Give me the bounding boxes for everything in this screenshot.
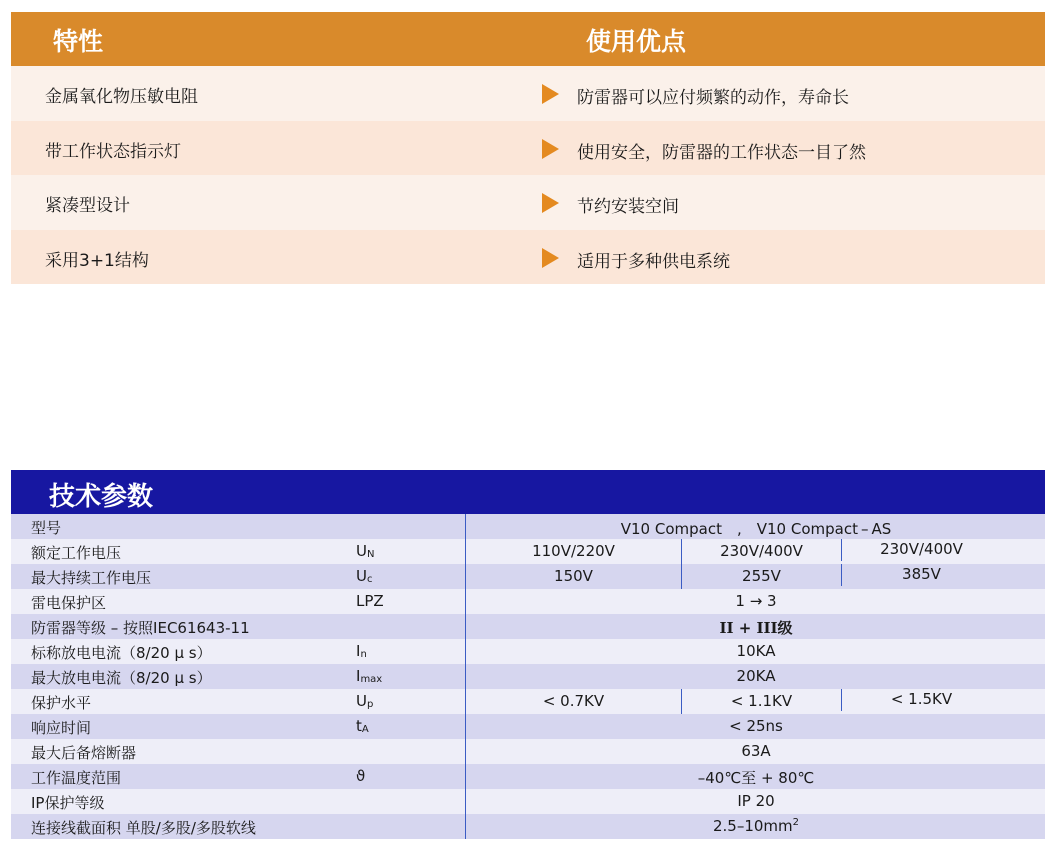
spec-values <box>465 764 1045 789</box>
spec-row <box>11 539 1045 564</box>
spec-label: 保护水平 <box>31 694 92 712</box>
spec-value: 230V/400V <box>681 539 841 564</box>
value-main: 2.5–10mm <box>712 817 793 835</box>
feature-row <box>11 230 1045 285</box>
spec-symbol <box>356 567 372 585</box>
spec-symbol <box>356 667 382 685</box>
spec-row <box>11 764 1045 789</box>
symbol-main: U <box>356 692 367 710</box>
feature-row <box>11 66 1045 121</box>
feature-text: 金属氧化物压敏电阻 <box>45 87 198 107</box>
specs-table <box>11 470 1045 839</box>
spec-values <box>465 739 1045 764</box>
spec-label: 响应时间 <box>31 719 92 737</box>
spec-label: 标称放电电流（8/20 μ s） <box>31 644 212 662</box>
features-header-label: 特性 <box>53 27 104 56</box>
spec-label: IP保护等级 <box>31 794 105 812</box>
symbol-main: U <box>356 542 367 560</box>
symbol-sub: A <box>361 724 369 735</box>
spec-value: IP 20 <box>737 792 775 810</box>
spec-value: 1 → 3 <box>735 592 777 610</box>
specs-header <box>11 470 1045 514</box>
spec-value: < 0.7KV <box>542 692 605 710</box>
spec-value: 150V <box>554 567 593 585</box>
feature-text: 带工作状态指示灯 <box>45 141 181 162</box>
feature-row <box>11 175 1045 230</box>
play-triangle-icon <box>542 84 559 104</box>
symbol-main: I <box>356 642 361 660</box>
spec-values <box>465 639 1045 664</box>
symbol-main: t <box>356 717 362 735</box>
advantage-text: 防雷器可以应付频繁的动作，寿命长 <box>577 88 849 108</box>
spec-value: 385V <box>841 564 1001 586</box>
spec-values <box>465 714 1045 739</box>
value-superscript: 2 <box>792 817 800 828</box>
spec-value: < 1.1KV <box>681 689 841 714</box>
spec-label: 连接线截面积 单股/多股/多股软线 <box>31 819 256 837</box>
advantage-text: 使用安全，防雷器的工作状态一目了然 <box>577 142 866 163</box>
play-triangle-icon <box>542 193 559 213</box>
spec-values <box>465 664 1045 689</box>
spec-symbol: ϑ <box>356 767 366 785</box>
spec-label: 最大放电电流（8/20 μ s） <box>31 669 212 687</box>
spec-symbol <box>356 642 367 660</box>
spec-row <box>11 589 1045 614</box>
features-table <box>11 12 1045 284</box>
play-triangle-icon <box>542 248 559 268</box>
spec-value: 10KA <box>736 642 776 660</box>
specs-title: 技术参数 <box>49 482 154 512</box>
spec-value: II + III级 <box>719 619 793 637</box>
spec-values <box>465 564 1045 589</box>
spec-value: < 1.5KV <box>841 689 1001 711</box>
play-triangle-icon <box>542 139 559 159</box>
spec-value: –40℃至 + 80℃ <box>697 769 815 787</box>
spec-values <box>465 689 1045 714</box>
spec-value: V10 Compact , V10 Compact – AS <box>620 520 892 538</box>
spec-row <box>11 814 1045 839</box>
spec-value: 230V/400V <box>841 539 1001 561</box>
spec-symbol <box>356 717 369 735</box>
spec-value: 255V <box>681 564 841 589</box>
symbol-main: I <box>356 667 361 685</box>
symbol-sub: max <box>360 674 383 685</box>
spec-values <box>465 814 1045 839</box>
spec-row <box>11 789 1045 814</box>
spec-label: 雷电保护区 <box>31 594 107 612</box>
spec-label: 防雷器等级 – 按照IEC61643-11 <box>31 619 250 637</box>
spec-symbol <box>356 692 373 710</box>
spec-row <box>11 564 1045 589</box>
spec-values <box>465 589 1045 614</box>
symbol-sub: n <box>360 649 367 660</box>
symbol-sub: p <box>366 699 374 710</box>
feature-row <box>11 121 1045 176</box>
spec-value: 63A <box>741 742 771 760</box>
advantages-header-label: 使用优点 <box>586 27 687 56</box>
spec-label: 额定工作电压 <box>31 544 122 562</box>
feature-text: 采用3+1结构 <box>45 250 149 271</box>
symbol-sub: N <box>366 549 375 560</box>
advantage-text: 节约安装空间 <box>577 197 679 217</box>
spec-label: 最大持续工作电压 <box>31 569 152 587</box>
spec-row <box>11 689 1045 714</box>
spec-value <box>466 817 1046 835</box>
advantage-text: 适用于多种供电系统 <box>577 251 730 272</box>
symbol-sub: c <box>366 574 373 585</box>
spec-values <box>465 539 1045 564</box>
spec-symbol: LPZ <box>356 592 384 610</box>
spec-row <box>11 514 1045 539</box>
spec-value: 20KA <box>736 667 776 685</box>
spec-label: 最大后备熔断器 <box>31 744 137 762</box>
spec-values <box>465 514 1045 539</box>
spec-label: 工作温度范围 <box>31 769 122 787</box>
spec-row <box>11 614 1045 639</box>
spec-row <box>11 639 1045 664</box>
spec-row <box>11 664 1045 689</box>
spec-value: < 25ns <box>729 717 783 735</box>
spec-label: 型号 <box>31 519 62 537</box>
spec-row <box>11 714 1045 739</box>
features-header <box>11 12 1045 66</box>
spec-value: 110V/220V <box>532 542 615 560</box>
spec-symbol <box>356 542 374 560</box>
symbol-main: U <box>356 567 367 585</box>
feature-text: 紧凑型设计 <box>45 196 130 216</box>
spec-values <box>465 614 1045 639</box>
spec-row <box>11 739 1045 764</box>
spec-values <box>465 789 1045 814</box>
